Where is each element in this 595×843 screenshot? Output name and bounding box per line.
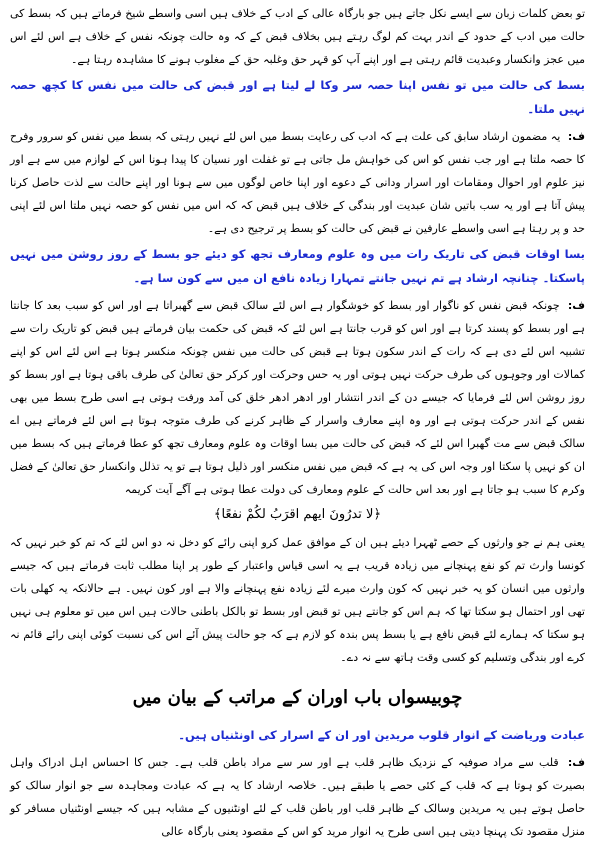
paragraph-intro: تو بعض کلمات زبان سے ایسے نکل جاتے ہیں جو بارگاہ عالی کے ادب کے خلاف ہیں اسی واسطے شیخ فرماتے ہیں کہ بسط کی حالت میں ادب کے حدود کے اندر بہت کم لوگ رہتے ہیں بخلاف قبض کے کہ وہ حالت چونکہ نفس کے خلاف ہے اس لئے اس میں عجز وانکسار وعبدیت قائم رہتی ہے اور اپنے آپ کو قہر حق وغلبہ حق کے مغلوب ہونے کا مشاہدہ رہتا ہے۔ [10,7,585,66]
quranic-verse: ﴿لا تدرُونَ ایهم اقرَبُ لکُمْ نفعًا﴾ [213,507,382,522]
paragraph-verse-explanation: یعنی ہم نے جو وارثوں کے حصے ٹھہرا دیئے ہیں ان کے موافق عمل کرو اپنی رائے کو دخل نہ دو اس لئے کہ تم کو خبر نہیں کہ کونسا وارث تم کو نفع پہنچانے میں زیادہ قریب ہے یہ اسی قیاس واعتبار کے طور پر اپنا مطلب ثابت فرماتے ہیں کہ جیسے وارثوں میں انسان کو یہ خبر نہیں کہ کون وارث میرے لئے زیادہ نفع پہنچانے والا ہے اور کون نہیں۔ ہے حالانکہ یہ کھلی بات تھی اور احتمال ہو سکتا تھا کہ ہم اس کو جانتے ہیں تو قبض اور بسط تو بالکل باطنی حالات ہیں اس میں تو معلوم ہی نہیں ہو سکتا کہ ہمارے لئے قبض نافع ہے یا بسط پس بندہ کو لازم ہے کہ جو حالت پیش آئے اس کی نسبت کوئی اپنی رائے قائم نہ کرے اور بندگی وتسلیم کو کسی وقت ہاتھ سے نہ دے۔ [10,536,585,664]
commentary-text: چونکہ قبض نفس کو ناگوار اور بسط کو خوشگوار ہے اس لئے سالک قبض سے گھبراتا ہے اور اس کو سبب بعد کا جانتا ہے اور بسط کو پسند کرتا ہے اور اس کو قرب جانتا ہے اس لئے کہ قبض کی حکمت بیان فرماتے ہیں قبض کو تاریک رات سے تشبیہ اس لئے دی ہے کہ رات کے اندر سکون ہوتا ہے قبض کی حالت میں نفس چونکہ منکسر ہوتا ہے اس لئے اس کو اپنے کمالات اور وجوہوں کی طرف حرکت نہیں ہوتی اور یہ حس وحرکت اور کرکر حق تعالیٰ کی طرف باقی ہوتا ہے اور بسط کو روز روشن اس لئے فرمایا کہ جیسے دن کے اندر انتشار اور ادھر ادھر خلق کی آمد ورفت ہوتی ہے اسی طرح بسط میں بھی نفس کے اندر حرکت ہوتی ہے اور وہ اپنے معارف واسرار کے ظاہر کرنے کی طرف متوجہ ہوتا ہے اس لئے فرماتے ہیں اے سالک قبض سے مت گھبرا اس لئے کہ قبض کی حالت میں بسا اوقات وہ علوم ومعارف تجھ کو عطا فرماتے ہیں کہ بسط میں ان کو نہیں پا سکتا اور وجہ اس کی یہ ہے کہ قبض میں نفس منکسر اور ذلیل ہوتا ہے تو یہ تذلل وانکسار حق تعالیٰ کے فضل وکرم کا سبب ہو جاتا ہے اور بعد اس حالت کے علوم ومعارف کی دولت عطا ہوتی ہے آگے آیت کریمہ [10,299,585,496]
paragraph-commentary-3 [10,751,585,843]
commentary-marker: ف: [567,756,586,769]
chapter-title: چوبیسواں باب اوران کے مراتب کے بیان میں [132,687,463,708]
aphorism-heading-3: عبادت وریاضت کے انوار قلوب مریدین اور ان کے اسرار کی اونٹنیاں ہیں۔ [178,728,585,742]
aphorism-heading-2: بسا اوقات قبض کی تاریک رات میں وہ علوم ومعارف تجھ کو دیئے جو بسط کے روز روشن میں نہیں پاسکتا۔ چنانچہ ارشاد ہے تم نہیں جانتے تمہارا زیادہ نافع ان میں سے کون سا ہے۔ [10,247,585,285]
paragraph-commentary-1 [10,125,585,240]
commentary-marker: ف: [567,299,585,312]
commentary-text: قلب سے مراد صوفیہ کے نزدیک ظاہر قلب ہے اور سر سے مراد باطن قلب ہے۔ جس کا احساس اہل ادراک واہل بصیرت کو ہوتا ہے کہ قلب کے کئی حصے یا طبقے ہیں۔ خلاصہ ارشاد کا یہ ہے کہ عبادت ومجاہدہ سے جو انوار سالک کو حاصل ہوتے ہیں یہ مریدین وسالک کے ظاہر قلب اور باطن قلب کے لئے اونٹنیوں کے مشابہ ہیں کہ جیسے اونٹنیاں مسافر کو منزل مقصود تک پہنچا دیتی ہیں اسی طرح یہ انوار مرید کو اس کے مقصود یعنی بارگاہ عالی [10,756,585,838]
commentary-text: یہ مضمون ارشاد سابق کی علت ہے کہ ادب کی رعایت بسط میں اس لئے نہیں رہتی کہ بسط میں نفس کو سرور وفرح کا حصہ ملتا ہے اور جب نفس کو اس کی خواہش مل جاتی ہے تو غفلت اور نسیان کا پیدا ہونا اس کے لوازم میں سے ہے اور نیز علوم اور احوال ومقامات اور اسرار ودانی کے دعوے اور اپنا خاص لوگوں میں سے ہونا اور اپنے حالت سے لذت حاصل کرنا پیش آتا ہے اور یہ سب باتیں شان عبدیت اور بندگی کے خلاف ہیں قبض کہ کہ اس میں نفس کو حصہ نہیں ملتا اس لئے اپنی حد و پر رہتا ہے اسی واسطے عارفین نے قبض کی حالت کو بسط پر ترجیح دی ہے۔ [10,130,585,235]
commentary-marker: ف: [567,130,586,143]
aphorism-heading-1: بسط کی حالت میں تو نفس اپنا حصہ سر وکا لے لیتا ہے اور قبض کی حالت میں نفس کا کچھ حصہ نہیں ملتا۔ [10,78,585,116]
paragraph-commentary-2 [10,294,585,501]
